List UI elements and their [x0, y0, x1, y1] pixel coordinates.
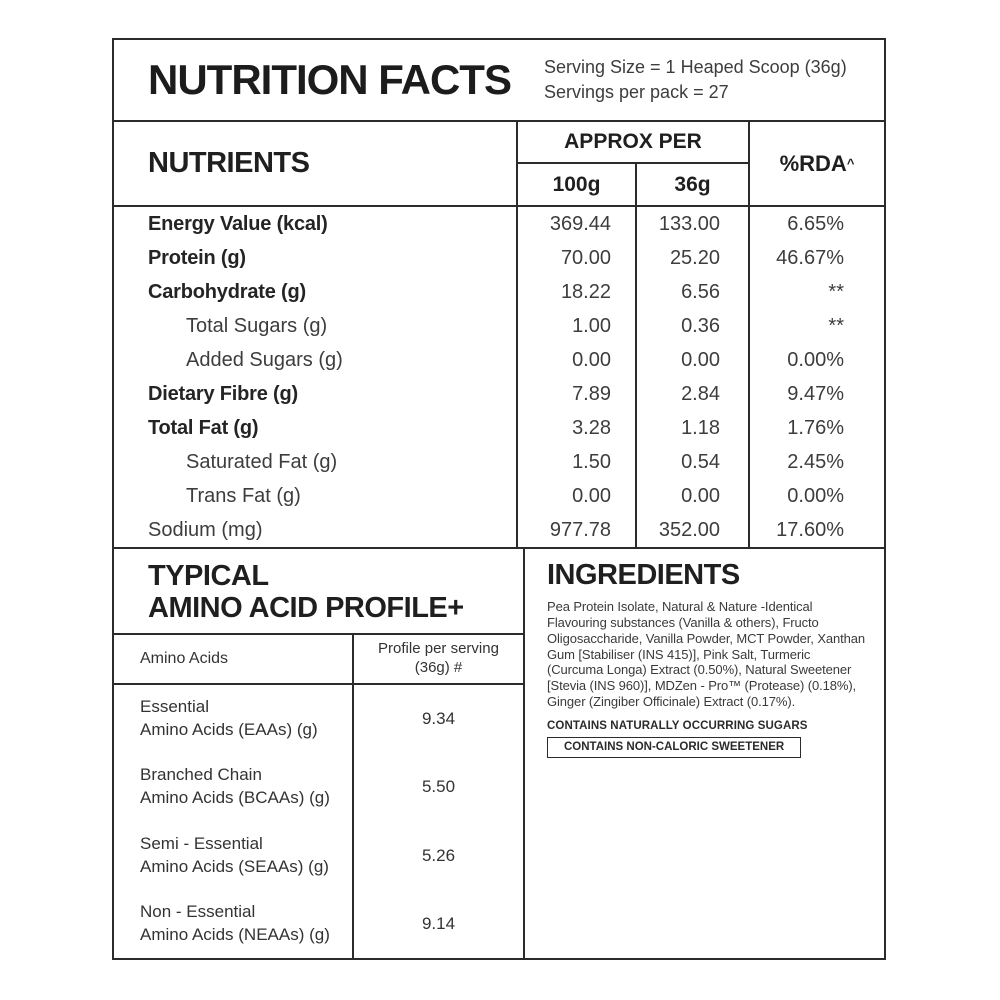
profile-per-serving-header: Profile per serving (36g) # — [378, 640, 499, 676]
amino-row — [114, 685, 523, 753]
amino-label-line1: Non - Essential — [140, 901, 256, 921]
col-36g-header: 36g — [674, 172, 711, 196]
value-rda: 0.00% — [787, 484, 844, 507]
table-row — [114, 207, 884, 241]
ingredients-text: Pea Protein Isolate, Natural & Nature -Identical Flavouring substances (Vanilla & others), Fructo Oligosaccharide, Vanilla Powder, MCT Powder, Xanthan Gum [Stabiliser (INS 415)], Pink Salt, Turmeric (Curcuma Longa) Extract (0.50%), Natural Sweetener [Stevia (INS 960)], MDZen - Pro™ (Protease) (0.18%), Ginger (Zingiber Officinale) Extract (0.17%). — [547, 599, 866, 710]
nutrition-label — [112, 38, 886, 960]
amino-label-line2: Amino Acids (BCAAs) (g) — [140, 788, 330, 808]
approx-per-header: APPROX PER — [518, 122, 748, 164]
value-per-36g: 1.18 — [637, 411, 750, 445]
table-row — [114, 343, 884, 377]
table-row — [114, 275, 884, 309]
servings-per-pack-text: Servings per pack = 27 — [544, 82, 729, 102]
value-per-100g: 1.50 — [518, 445, 637, 479]
label-header — [114, 40, 884, 122]
value-rda: 46.67% — [776, 246, 844, 269]
amino-value: 5.26 — [421, 845, 456, 865]
amino-value: 9.34 — [421, 709, 456, 729]
amino-label — [114, 753, 354, 821]
value-rda: ** — [828, 314, 844, 337]
value-per-36g: 0.54 — [637, 445, 750, 479]
table-row — [114, 309, 884, 343]
value-per-36g: 0.00 — [637, 343, 750, 377]
table-row — [114, 479, 884, 513]
amino-value: 9.14 — [421, 913, 456, 933]
nutrient-label: Total Sugars (g) — [114, 309, 518, 343]
nutrient-label: Dietary Fibre (g) — [114, 377, 518, 411]
amino-table-header — [114, 635, 523, 685]
value-per-36g: 0.36 — [637, 309, 750, 343]
amino-row — [114, 753, 523, 821]
amino-row — [114, 890, 523, 958]
nutrition-facts-title: NUTRITION FACTS — [148, 56, 511, 103]
value-per-100g: 977.78 — [518, 513, 637, 547]
value-per-36g: 25.20 — [637, 241, 750, 275]
amino-label — [114, 822, 354, 890]
table-row — [114, 377, 884, 411]
approx-per-subheaders — [518, 164, 748, 205]
amino-label-line1: Essential — [140, 697, 209, 717]
amino-value: 5.50 — [421, 777, 456, 797]
nutrients-table-body — [114, 207, 884, 549]
table-row — [114, 241, 884, 275]
value-per-100g: 369.44 — [518, 207, 637, 241]
col-100g-header: 100g — [518, 164, 637, 205]
value-per-100g: 3.28 — [518, 411, 637, 445]
table-row — [114, 513, 884, 547]
amino-label-line2: Amino Acids (EAAs) (g) — [140, 720, 318, 740]
amino-label — [114, 685, 354, 753]
nutrient-label: Carbohydrate (g) — [114, 275, 518, 309]
value-per-100g: 18.22 — [518, 275, 637, 309]
amino-profile-section — [114, 549, 525, 958]
nutrient-label: Protein (g) — [114, 241, 518, 275]
serving-size-text: Serving Size = 1 Heaped Scoop (36g) — [544, 56, 847, 77]
table-row — [114, 411, 884, 445]
value-per-100g: 1.00 — [518, 309, 637, 343]
amino-row — [114, 822, 523, 890]
value-rda: 17.60% — [776, 518, 844, 541]
rda-caret-superscript: ^ — [846, 156, 855, 171]
contains-sweetener-badge: CONTAINS NON-CALORIC SWEETENER — [547, 737, 801, 758]
rda-column-header — [750, 122, 884, 205]
value-per-100g: 0.00 — [518, 479, 637, 513]
nutrient-label: Trans Fat (g) — [114, 479, 518, 513]
amino-label-line2: Amino Acids (SEAAs) (g) — [140, 856, 329, 876]
value-per-36g: 352.00 — [637, 513, 750, 547]
bottom-section — [114, 549, 884, 958]
amino-acids-column-header: Amino Acids — [114, 635, 354, 683]
contains-sugars-note: CONTAINS NATURALLY OCCURRING SUGARS — [547, 720, 808, 733]
table-row — [114, 445, 884, 479]
ingredients-title: INGREDIENTS — [547, 559, 740, 591]
amino-label-line1: Semi - Essential — [140, 833, 263, 853]
value-per-36g: 133.00 — [637, 207, 750, 241]
serving-info — [544, 55, 884, 105]
value-per-100g: 70.00 — [518, 241, 637, 275]
value-rda: 9.47% — [787, 382, 844, 405]
value-rda: 6.65% — [787, 212, 844, 235]
amino-title-line2: AMINO ACID PROFILE+ — [148, 592, 464, 625]
amino-title-line1: TYPICAL — [148, 560, 269, 592]
amino-label — [114, 890, 354, 958]
value-per-36g: 2.84 — [637, 377, 750, 411]
nutrient-label: Total Fat (g) — [114, 411, 518, 445]
nutrient-label: Sodium (mg) — [114, 513, 518, 547]
nutrient-label: Saturated Fat (g) — [114, 445, 518, 479]
amino-label-line2: Amino Acids (NEAAs) (g) — [140, 924, 330, 944]
nutrients-table-header — [114, 122, 884, 207]
value-rda: 1.76% — [787, 416, 844, 439]
value-per-36g: 6.56 — [637, 275, 750, 309]
value-rda: 0.00% — [787, 348, 844, 371]
nutrients-column-header: NUTRIENTS — [114, 122, 518, 205]
rda-header-text: %RDA — [779, 150, 847, 176]
value-per-100g: 0.00 — [518, 343, 637, 377]
ingredients-section — [525, 549, 884, 958]
amino-profile-title — [114, 549, 523, 635]
amino-table-body — [114, 685, 523, 958]
nutrient-label: Added Sugars (g) — [114, 343, 518, 377]
amino-label-line1: Branched Chain — [140, 765, 262, 785]
nutrient-label: Energy Value (kcal) — [114, 207, 518, 241]
value-per-100g: 7.89 — [518, 377, 637, 411]
value-per-36g: 0.00 — [637, 479, 750, 513]
value-rda: 2.45% — [787, 450, 844, 473]
value-rda: ** — [828, 280, 844, 303]
approx-per-group — [518, 122, 750, 205]
